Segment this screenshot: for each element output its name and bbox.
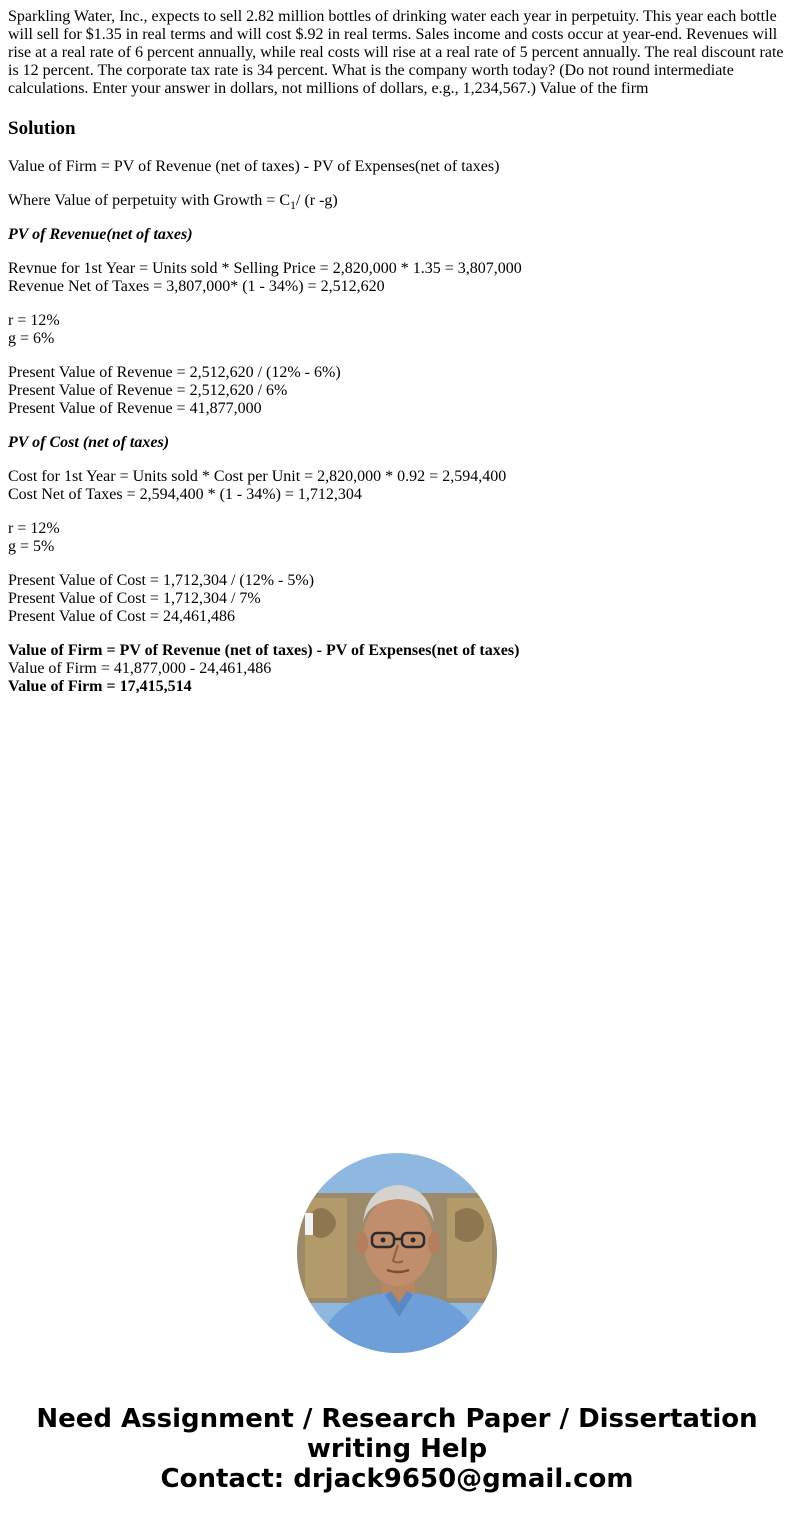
author-photo — [297, 1153, 497, 1353]
perpetuity-suffix: / (r -g) — [296, 192, 338, 209]
revenue-growth-rate: g = 6% — [8, 330, 55, 347]
perpetuity-formula — [8, 192, 786, 210]
question-text: Sparkling Water, Inc., expects to sell 2.82 million bottles of drinking water each year in perpetuity. This year each bottle will sell for $1.35 in real terms and will cost $.92 in real terms. Sales income and costs occur at year-end. Revenues will rise at a real rate of 6 percent annually, while real costs will rise at a real rate of 5 percent annually. The real discount rate is 12 percent. The corporate tax rate is 34 percent. What is the company worth today? (Do not round intermediate calculations. Enter your answer in dollars, not millions of dollars, e.g., 1,234,567.) Value of the firm — [8, 8, 784, 97]
cost-net-of-taxes: Cost Net of Taxes = 2,594,400 * (1 - 34%) = 1,712,304 — [8, 486, 362, 503]
firm-value-formula: Value of Firm = PV of Revenue (net of taxes) - PV of Expenses(net of taxes) — [8, 158, 500, 175]
cost-heading: PV of Cost (net of taxes) — [8, 434, 170, 451]
solution-heading: Solution — [8, 118, 76, 139]
cost-discount-rate: r = 12% — [8, 520, 60, 537]
document-body — [8, 8, 786, 712]
revenue-calc-block — [8, 260, 786, 296]
revenue-rates-block — [8, 312, 786, 348]
promo-banner — [0, 1404, 794, 1494]
result-block — [8, 642, 786, 696]
cost-calc-block — [8, 468, 786, 504]
revenue-net-of-taxes: Revenue Net of Taxes = 3,807,000* (1 - 34%) = 2,512,620 — [8, 278, 385, 295]
revenue-pv-line-1: Present Value of Revenue = 2,512,620 / (12% - 6%) — [8, 364, 341, 381]
cost-growth-rate: g = 5% — [8, 538, 55, 555]
cost-pv-line-2: Present Value of Cost = 1,712,304 / 7% — [8, 590, 261, 607]
revenue-discount-rate: r = 12% — [8, 312, 60, 329]
result-formula: Value of Firm = PV of Revenue (net of taxes) - PV of Expenses(net of taxes) — [8, 642, 520, 659]
promo-line-2: writing Help — [306, 1434, 488, 1464]
perpetuity-prefix: Where Value of perpetuity with Growth = C — [8, 192, 290, 209]
revenue-first-year: Revnue for 1st Year = Units sold * Selling Price = 2,820,000 * 1.35 = 3,807,000 — [8, 260, 522, 277]
promo-contact: Contact: drjack9650@gmail.com — [160, 1464, 634, 1494]
revenue-pv-line-3: Present Value of Revenue = 41,877,000 — [8, 400, 262, 417]
cost-pv-block — [8, 572, 786, 626]
revenue-pv-block — [8, 364, 786, 418]
cost-first-year: Cost for 1st Year = Units sold * Cost per Unit = 2,820,000 * 0.92 = 2,594,400 — [8, 468, 507, 485]
result-final-value: Value of Firm = 17,415,514 — [8, 678, 192, 695]
revenue-pv-line-2: Present Value of Revenue = 2,512,620 / 6% — [8, 382, 288, 399]
cost-pv-line-1: Present Value of Cost = 1,712,304 / (12% - 5%) — [8, 572, 315, 589]
perpetuity-subscript: 1 — [290, 198, 296, 212]
result-calculation: Value of Firm = 41,877,000 - 24,461,486 — [8, 660, 272, 677]
revenue-heading: PV of Revenue(net of taxes) — [8, 226, 193, 243]
cost-pv-line-3: Present Value of Cost = 24,461,486 — [8, 608, 235, 625]
cost-rates-block — [8, 520, 786, 556]
promo-line-1: Need Assignment / Research Paper / Dissertation — [36, 1404, 758, 1434]
